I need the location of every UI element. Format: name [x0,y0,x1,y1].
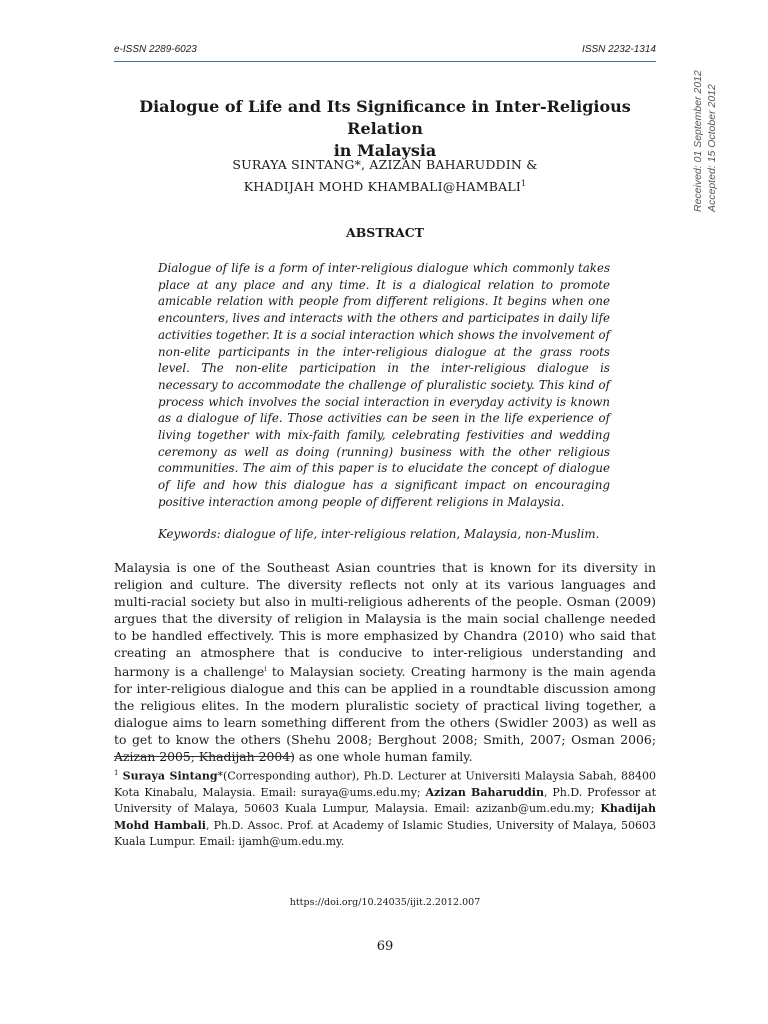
footnote-text-3: , Ph.D. Assoc. Prof. at Academy of Islamic Studies, University of Malaya, 50603 Kuala Lumpur. Email: ijamh@um.edu.my. [114,818,656,848]
author-footnote [114,765,656,850]
footnote-author-2: Azizan Baharuddin [425,785,544,799]
eissn-label: e-ISSN 2289-6023 [114,44,197,55]
title-line-2: in Malaysia [333,141,437,160]
abstract-heading: ABSTRACT [346,225,424,240]
footnote-text-1: *(Corresponding author), Ph.D. Lecturer at Universiti Malaysia Sabah, 88400 Kota Kinabalu, Malaysia. Email: suraya@ums.edu.my; [114,769,657,799]
title-line-1: Dialogue of Life and Its Significance in Inter-Religious Relation [139,97,631,138]
doi-link[interactable]: https://doi.org/10.24035/ijit.2.2012.007 [289,897,481,908]
page-number: 69 [376,939,394,954]
body-paragraph [114,560,656,766]
keywords: Keywords: dialogue of life, inter-religious relation, Malaysia, non-Muslim. [158,527,600,541]
received-accepted-dates [690,62,730,212]
running-header [114,44,656,55]
endnote-marker: i [264,665,267,674]
footnote-author-3: Khadijah Mohd Hambali [114,802,656,832]
body-text-part-1: Malaysia is one of the Southeast Asian countries that is known for its diversity in religion and culture. The diversity reflects not only at its various languages and multi-racial society but also in multi-religious adherents of the people. Osman (2009) argues that the diversity of religion in Malaysia is the main social challenge needed to be handled effectively. This is more emphasized by Chandra (2010) who said that creating an atmosphere that is conducive to inter-religious understanding and harmony is a challenge [114,560,656,680]
author-footnote-marker: 1 [520,179,527,188]
header-rule [114,61,656,62]
footnote-rule [114,756,294,757]
received-date: Received: 01 September 2012 [692,70,704,212]
accepted-date: Accepted: 15 October 2012 [706,84,718,212]
authors-line-2 [114,174,656,196]
authors-line-1: SURAYA SINTANG*, AZIZAN BAHARUDDIN & [232,157,538,172]
author-list [114,155,656,196]
abstract-text: Dialogue of life is a form of inter-religious dialogue which commonly takes place at any place and any time. It is a dialogical relation to promote amicable relation with people from different religions. It begins when one encounters, lives and interacts with the others and participates in daily life activities together. It is a social interaction which shows the involvement of non-elite participants in the inter-religious dialogue at the grass roots level. The non-elite participation in the inter-religious dialogue is necessary to accommodate the challenge of pluralistic society. This kind of process which involves the social interaction in everyday activity is known as a dialogue of life. Those activities can be seen in the life experience of living together with mix-faith family, celebrating festivities and wedding ceremony as well as doing (running) business with the other religious communities. The aim of this paper is to elucidate the concept of dialogue of life and how this dialogue has a significant impact on encouraging positive interaction among people of different religions in Malaysia. [158,261,610,509]
body-text-part-2: to Malaysian society. Creating harmony is the main agenda for inter-religious dialogue and this can be applied in a roundtable discussion among the religious elites. In the modern pluralistic society of practical living together, a dialogue aims to learn something different from the others (Swidler 2003) as well as to get to know the others (Shehu 2008; Berghout 2008; Smith, 2007; Osman 2006; Azizan 2005; Khadijah 2004) as one whole human family. [114,664,656,765]
paper-title [114,96,656,162]
footnote-author-1: Suraya Sintang [122,769,218,783]
footnote-text-2: , Ph.D. Professor at University of Malaya, 50603 Kuala Lumpur, Malaysia. Email: azizanb@um.edu.my; [114,785,656,816]
issn-label: ISSN 2232-1314 [582,44,656,55]
authors-line-2-text: KHADIJAH MOHD KHAMBALI@HAMBALI [243,179,521,195]
footnote-marker: 1 [114,769,119,777]
